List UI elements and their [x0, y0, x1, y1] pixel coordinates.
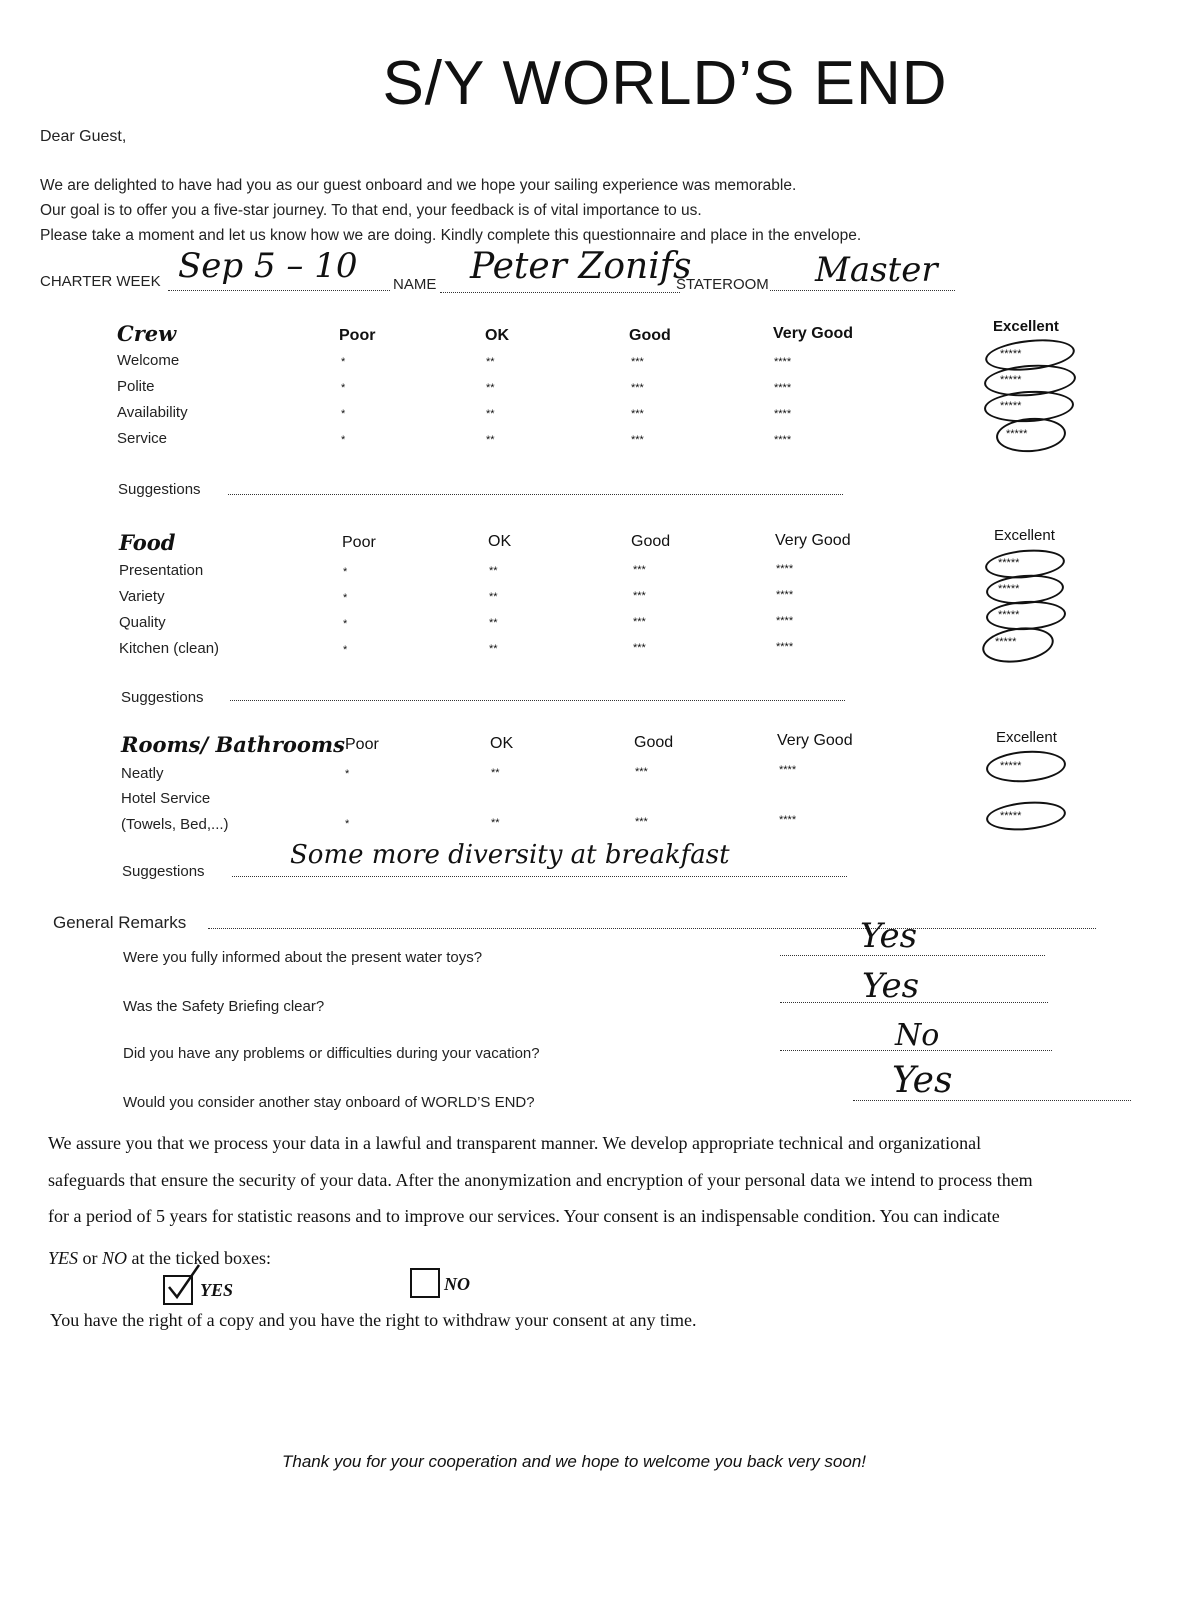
- col-excellent: Excellent: [996, 729, 1057, 746]
- col-ok: OK: [488, 533, 512, 550]
- rating-option[interactable]: *: [341, 382, 346, 394]
- rating-option[interactable]: ****: [776, 641, 794, 653]
- rating-option[interactable]: ***: [635, 816, 648, 828]
- rating-option[interactable]: **: [489, 591, 498, 603]
- closing-message: Thank you for your cooperation and we hope to welcome you back very soon!: [282, 1452, 867, 1471]
- selection-circle: [985, 748, 1067, 785]
- indicate-no: NO: [102, 1248, 128, 1268]
- question-label: Would you consider another stay onboard of WORLD’S END?: [123, 1094, 535, 1111]
- answer-field[interactable]: No: [895, 1018, 940, 1053]
- consent-line-1: We assure you that we process your data in a lawful and transparent manner. We develop appropriate technical and organizational: [48, 1133, 982, 1153]
- rating-option[interactable]: ***: [633, 564, 646, 576]
- row-label: Service: [117, 430, 168, 447]
- rating-option[interactable]: *: [343, 566, 348, 578]
- selection-circle: [985, 799, 1067, 834]
- greeting: Dear Guest,: [40, 128, 127, 145]
- general-remarks-label: General Remarks: [53, 913, 187, 932]
- charter-week-field[interactable]: Sep 5 – 10: [178, 246, 358, 286]
- rating-option[interactable]: *: [341, 356, 346, 368]
- rating-option[interactable]: ***: [631, 356, 644, 368]
- consent-yes-checkbox[interactable]: [163, 1275, 193, 1305]
- suggestions-label: Suggestions: [121, 689, 204, 706]
- form-title: S/Y WORLD’S END: [382, 49, 948, 118]
- col-poor: Poor: [342, 534, 376, 551]
- rating-option[interactable]: ***: [631, 408, 644, 420]
- general-remarks-field[interactable]: [208, 928, 1096, 929]
- consent-line-3: for a period of 5 years for statistic reasons and to improve our services. Your consent is an indispensable condition. You can indicate: [48, 1206, 1000, 1226]
- col-ok: OK: [490, 735, 514, 752]
- row-label: Polite: [117, 378, 155, 395]
- consent-no-label: NO: [444, 1274, 470, 1294]
- intro-line-3: Please take a moment and let us know how we are doing. Kindly complete this questionnaire and place in the envelope.: [40, 227, 862, 244]
- col-very-good: Very Good: [775, 532, 851, 549]
- rating-option-selected[interactable]: *****: [1006, 428, 1028, 440]
- rating-option[interactable]: **: [486, 382, 495, 394]
- col-very-good: Very Good: [777, 732, 853, 749]
- col-excellent: Excellent: [993, 318, 1059, 335]
- consent-line-2: safeguards that ensure the security of your data. After the anonymization and encryption of your personal data we intend to process them: [48, 1170, 1033, 1190]
- consent-no-checkbox[interactable]: [410, 1268, 440, 1298]
- indicate-yes: YES: [48, 1248, 79, 1268]
- intro-line-1: We are delighted to have had you as our guest onboard and we hope your sailing experience was memorable.: [40, 177, 797, 194]
- col-very-good: Very Good: [773, 325, 854, 342]
- rating-option-selected[interactable]: *****: [998, 609, 1020, 621]
- col-good: Good: [629, 327, 671, 344]
- section-title: Crew: [117, 321, 177, 346]
- rating-option[interactable]: ****: [776, 589, 794, 601]
- rating-option[interactable]: *: [343, 592, 348, 604]
- rating-option[interactable]: ***: [633, 642, 646, 654]
- question-label: Was the Safety Briefing clear?: [123, 998, 325, 1015]
- rating-option[interactable]: **: [491, 767, 500, 779]
- rating-option-selected[interactable]: *****: [998, 557, 1020, 569]
- answer-field[interactable]: Yes: [862, 966, 920, 1006]
- suggestions-field[interactable]: [230, 700, 845, 701]
- rating-option[interactable]: ***: [631, 434, 644, 446]
- rating-option-selected[interactable]: *****: [1000, 400, 1022, 412]
- suggestions-label: Suggestions: [118, 481, 201, 498]
- row-label: Variety: [119, 588, 165, 605]
- col-excellent: Excellent: [994, 527, 1055, 544]
- question-label: Did you have any problems or difficulties during your vacation?: [123, 1045, 540, 1062]
- rating-option-selected[interactable]: *****: [1000, 760, 1022, 772]
- charter-week-label: CHARTER WEEK: [40, 273, 161, 290]
- selection-circle: [980, 623, 1056, 667]
- col-poor: Poor: [339, 327, 376, 344]
- rating-option[interactable]: *: [343, 644, 348, 656]
- consent-indicate-line: [48, 1248, 271, 1269]
- rating-option[interactable]: ****: [776, 615, 794, 627]
- answer-field[interactable]: Yes: [892, 1060, 953, 1101]
- consent-rights: You have the right of a copy and you have the right to withdraw your consent at any time.: [50, 1310, 697, 1330]
- section-title: Food: [119, 530, 176, 555]
- intro-line-2: Our goal is to offer you a five-star journey. To that end, your feedback is of vital importance to us.: [40, 202, 702, 219]
- rating-option[interactable]: ***: [635, 766, 648, 778]
- indicate-rest: at the ticked boxes:: [131, 1248, 271, 1268]
- rating-option-selected[interactable]: *****: [998, 583, 1020, 595]
- answer-field[interactable]: Yes: [860, 916, 918, 956]
- rating-option[interactable]: **: [486, 408, 495, 420]
- indicate-or: or: [82, 1248, 98, 1268]
- rating-option-selected[interactable]: *****: [1000, 374, 1022, 386]
- row-label: Neatly: [121, 765, 164, 782]
- row-label: Quality: [119, 614, 166, 631]
- name-label: NAME: [393, 276, 437, 293]
- suggestions-label: Suggestions: [122, 863, 205, 880]
- rating-option-selected[interactable]: *****: [1000, 348, 1022, 360]
- section-title: Rooms/ Bathrooms: [121, 732, 345, 757]
- name-field[interactable]: Peter Zonifs: [470, 246, 692, 287]
- row-label: Kitchen (clean): [119, 640, 220, 657]
- col-ok: OK: [485, 327, 509, 344]
- row-label: Hotel Service: [121, 790, 211, 807]
- row-label: (Towels, Bed,...): [121, 816, 229, 833]
- rating-option[interactable]: **: [486, 356, 495, 368]
- checkmark-icon: [165, 1263, 205, 1303]
- stateroom-field[interactable]: Master: [815, 250, 938, 290]
- rating-option[interactable]: ****: [774, 434, 792, 446]
- rating-option[interactable]: ****: [776, 563, 794, 575]
- rating-option[interactable]: ****: [774, 356, 792, 368]
- rating-option[interactable]: **: [489, 643, 498, 655]
- rating-option-selected[interactable]: *****: [995, 636, 1017, 648]
- rating-option[interactable]: **: [486, 434, 495, 446]
- col-good: Good: [634, 734, 674, 751]
- col-poor: Poor: [345, 736, 379, 753]
- rating-option[interactable]: ***: [633, 616, 646, 628]
- question-label: Were you fully informed about the present water toys?: [123, 949, 483, 966]
- col-good: Good: [631, 533, 671, 550]
- rating-option-selected[interactable]: *****: [1000, 810, 1022, 822]
- rating-option[interactable]: ****: [774, 408, 792, 420]
- rating-option[interactable]: ****: [774, 382, 792, 394]
- rating-option[interactable]: **: [489, 617, 498, 629]
- rating-option[interactable]: ****: [779, 764, 797, 776]
- rating-option[interactable]: *: [341, 408, 346, 420]
- rating-option[interactable]: *: [341, 434, 346, 446]
- rating-option[interactable]: ****: [779, 814, 797, 826]
- rating-option[interactable]: **: [491, 817, 500, 829]
- row-label: Availability: [117, 404, 188, 421]
- selection-circle: [995, 416, 1067, 455]
- rating-option[interactable]: ***: [631, 382, 644, 394]
- suggestions-field[interactable]: [228, 494, 843, 495]
- row-label: Presentation: [119, 562, 204, 579]
- rating-option[interactable]: **: [489, 565, 498, 577]
- row-label: Welcome: [117, 352, 180, 369]
- rating-option[interactable]: ***: [633, 590, 646, 602]
- stateroom-label: STATEROOM: [676, 276, 769, 293]
- rating-option[interactable]: *: [345, 818, 350, 830]
- rating-option[interactable]: *: [345, 768, 350, 780]
- consent-yes-label: YES: [200, 1280, 234, 1300]
- suggestions-field[interactable]: Some more diversity at breakfast: [290, 840, 730, 870]
- rating-option[interactable]: *: [343, 618, 348, 630]
